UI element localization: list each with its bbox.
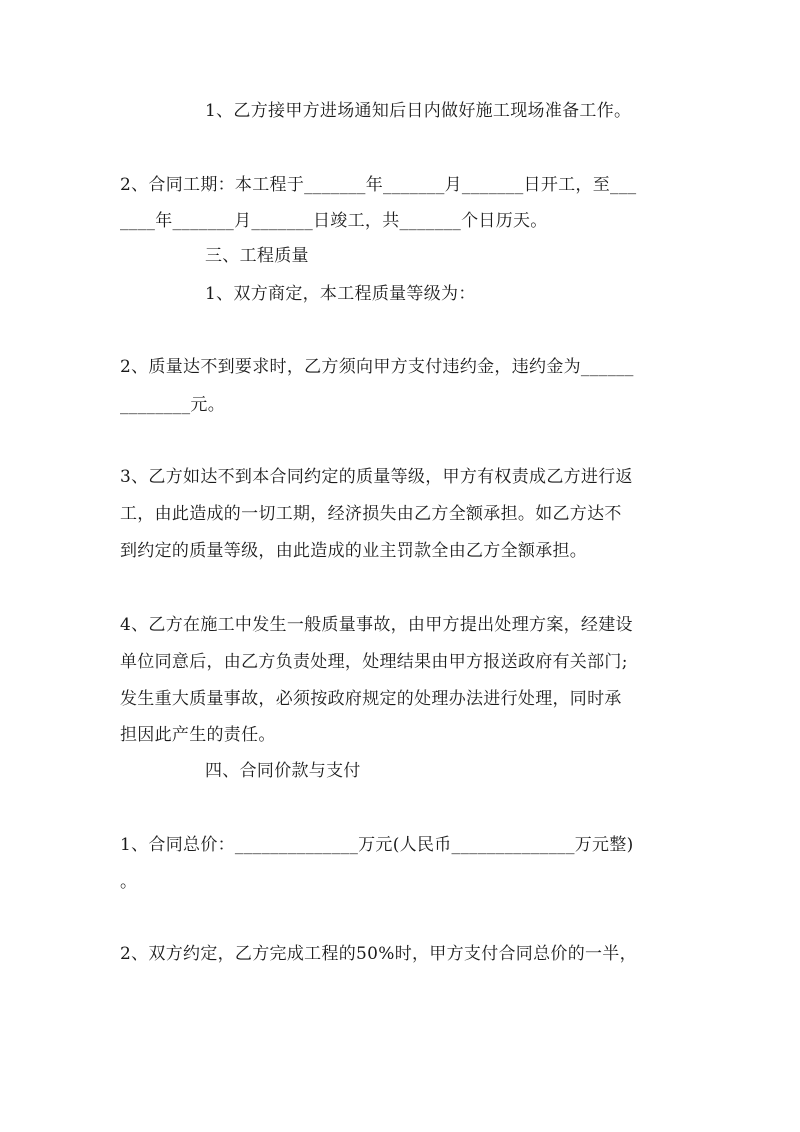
section-heading: 三、工程质量 [205, 246, 309, 266]
paragraph-line: ____年_______月_______日竣工，共_______个日历天。 [120, 211, 548, 231]
paragraph-line: 1、合同总价：______________万元(人民币______________万元整) [120, 835, 634, 855]
paragraph-line: 发生重大质量事故，必须按政府规定的处理办法进行处理，同时承 [120, 689, 622, 709]
paragraph-line: 4、乙方在施工中发生一般质量事故，由甲方提出处理方案，经建设 [120, 615, 633, 635]
paragraph-line: 2、质量达不到要求时，乙方须向甲方支付违约金，违约金为______ [120, 357, 634, 377]
paragraph-line: 工，由此造成的一切工期，经济损失由乙方全额承担。如乙方达不 [120, 504, 622, 524]
paragraph-line: 担因此产生的责任。 [120, 725, 276, 745]
paragraph-line: 单位同意后，由乙方负责处理，处理结果由甲方报送政府有关部门; [120, 652, 628, 672]
paragraph-line: 1、乙方接甲方进场通知后日内做好施工现场准备工作。 [205, 101, 632, 121]
paragraph-line: ________元。 [120, 395, 225, 415]
paragraph-line: 2、双方约定，乙方完成工程的50%时，甲方支付合同总价的一半， [120, 944, 637, 964]
paragraph-line: 3、乙方如达不到本合同约定的质量等级，甲方有权责成乙方进行返 [120, 467, 633, 487]
paragraph-line: 到约定的质量等级，由此造成的业主罚款全由乙方全额承担。 [120, 541, 588, 561]
paragraph-line: 。 [120, 872, 138, 892]
section-heading: 四、合同价款与支付 [205, 761, 361, 781]
paragraph-line: 1、双方商定，本工程质量等级为： [205, 284, 476, 304]
paragraph-line: 2、合同工期：本工程于_______年_______月_______日开工，至___ [120, 175, 637, 195]
